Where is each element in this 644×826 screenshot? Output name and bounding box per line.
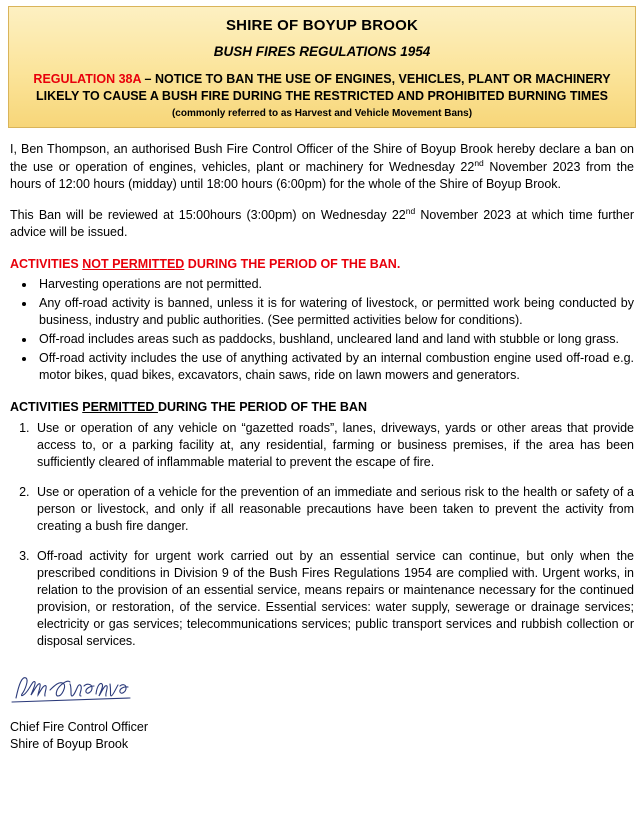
signature-block (10, 668, 634, 752)
list-item: • Harvesting operations are not permitted. (36, 276, 634, 293)
list-item: • Off-road includes areas such as paddocks, bushland, uncleared land and land with stubble or long grass. (36, 331, 634, 348)
list-item: 2. Use or operation of a vehicle for the prevention of an immediate and serious risk to the health or safety of a person or livestock, and only if all reasonable precautions have been taken to prevent the activity from creating a bush fire danger. (33, 484, 634, 535)
not-permitted-heading-post: DURING THE PERIOD OF THE BAN. (184, 257, 401, 272)
regulation-description: – NOTICE TO BAN THE USE OF ENGINES, VEHICLES, PLANT OR MACHINERY LIKELY TO CAUSE A BUSH FIRE DURING THE RESTRICTED AND PROHIBITED BURNING TIMES (35, 72, 611, 103)
list-item: 1. Use or operation of any vehicle on “gazetted roads”, lanes, driveways, yards or other areas that provide access to, or a parking facility at, any residential, farming or business premises, if the area has been sufficiently cleared of inflammable material to prevent the escape of fire. (33, 420, 634, 471)
list-item: • Off-road activity includes the use of anything activated by an internal combustion engine used off-road e.g. motor bikes, quad bikes, excavators, chain saws, ride on lawn mowers and generators. (36, 350, 634, 384)
not-permitted-heading (10, 257, 634, 271)
intro-1-text-b: November 2023 from the hours of 12:00 hours (midday) until 18:00 hours (6:00pm) for the whole of the Shire of Boyup Brook. (10, 160, 634, 192)
list-item: • Any off-road activity is banned, unless it is for watering of livestock, or permitted work being conducted by business, industry and public authorities. (See permitted activities below for conditions). (36, 295, 634, 329)
signatory-org: Shire of Boyup Brook (10, 736, 129, 751)
regulation-heading (27, 71, 617, 104)
intro-paragraph-2 (10, 206, 634, 241)
permitted-heading-pre: ACTIVITIES (10, 400, 83, 415)
notice-body (8, 141, 636, 752)
signatory-details (10, 719, 634, 752)
intro-2-ordinal: nd (405, 206, 416, 217)
intro-1-ordinal: nd (474, 158, 484, 168)
list-item: 3. Off-road activity for urgent work carried out by an essential service can continue, but only when the prescribed conditions in Division 9 of the Bush Fires Regulations 1954 are complied with. Urgent works, in relation to the provision of an essential service, means repairs or maintenance necessary for the continued provision, or restoration, of the service. Essential services: water supply, sewerage or drainage services; electricity or gas services; telecommunications services; public transport services and rubbish collection or disposal services. (33, 548, 634, 650)
permitted-heading-emphasis: PERMITTED (82, 400, 158, 415)
regulation-number: REGULATION 38A (33, 72, 142, 86)
regulations-subtitle: BUSH FIRES REGULATIONS 1954 (213, 44, 431, 59)
intro-paragraph-1 (10, 141, 634, 193)
signatory-title: Chief Fire Control Officer (10, 720, 149, 735)
intro-2-text-a: This Ban will be reviewed at 15:00hours (3:00pm) on Wednesday 22 (10, 208, 406, 223)
permitted-list (10, 420, 634, 650)
notice-header-banner (8, 6, 636, 128)
not-permitted-heading-pre: ACTIVITIES (10, 257, 83, 272)
permitted-heading-post: DURING THE PERIOD OF THE BAN (157, 400, 367, 415)
not-permitted-list (10, 276, 634, 384)
not-permitted-heading-emphasis: NOT PERMITTED (82, 257, 185, 272)
intro-1-text-a: I, Ben Thompson, an authorised Bush Fire Control Officer of the Shire of Boyup Brook hereby declare a ban on the use or operation of engines, vehicles, plant or machinery for Wednesday 22 (10, 142, 634, 175)
signature-image (10, 668, 170, 708)
shire-title: SHIRE OF BOYUP BROOK (225, 17, 419, 34)
banner-note: (commonly referred to as Harvest and Vehicle Movement Bans) (171, 108, 473, 119)
intro-2-text-b: November 2023 at which time further advice will be issued. (10, 208, 634, 240)
permitted-heading (10, 400, 634, 414)
